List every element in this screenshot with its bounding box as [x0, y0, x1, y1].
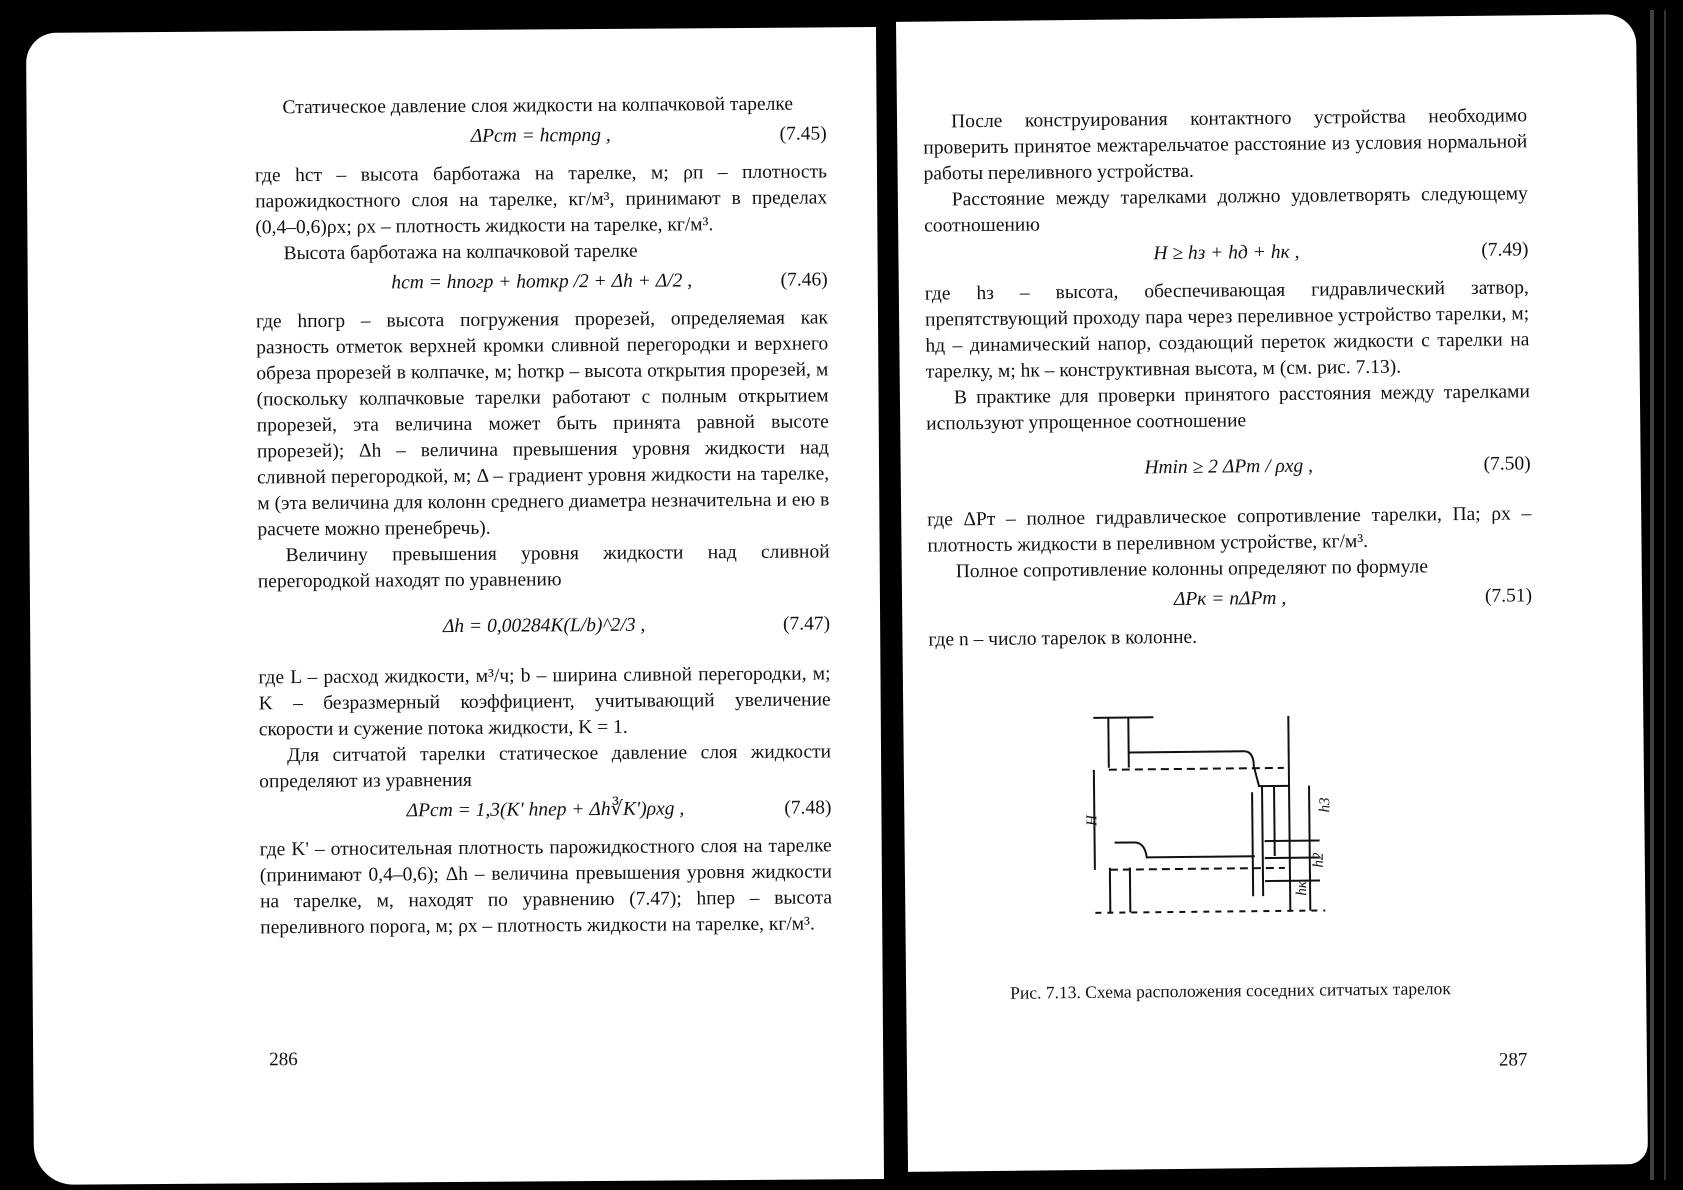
formula-number: (7.51)	[1484, 585, 1533, 607]
label-h3: h3	[1317, 797, 1334, 813]
formula-7-46	[256, 267, 828, 305]
lower-tray-liquid-top	[1115, 841, 1255, 857]
label-h2: h2	[1310, 852, 1327, 868]
formula-7-50	[926, 435, 1531, 503]
formula-7-49	[924, 237, 1528, 277]
upper-wall-inner	[1128, 718, 1129, 768]
tray-layout-diagram	[1083, 705, 1365, 948]
downcomer-left	[1252, 792, 1253, 896]
formula-expression: Δh = 0,00284K(L/b)^2/3 ,	[442, 614, 646, 638]
downcomer-wall	[1262, 786, 1263, 896]
paragraph: Высота барботажа на колпачковой тарелке	[283, 240, 638, 265]
paragraph: где hпогр – высота погружения прорезей, определяемая как разность отметок верхней кромки сливной перегородки и верхнего обреза прорезей в колпачке, м; hоткр – высота открытия прорезей, м (поскольку колпачковые тарелки работают с полным открытием прорезей, эта величина может быть принята равной высоте прорезей); Δh – величина превышения уровня жидкости над сливной перегородкой, м; Δ – градиент уровня жидкости на тарелке, м (эта величина для колонн среднего диаметра незначительна и ею в расчете можно пренебречь).	[255, 307, 830, 541]
right-page	[896, 14, 1648, 1172]
paragraph: Статическое давление слоя жидкости на колпачковой тарелке	[282, 93, 794, 119]
formula-7-48	[259, 795, 831, 833]
right-text-column	[923, 103, 1533, 653]
upper-top-edge	[1093, 717, 1153, 718]
paragraph: где hз – высота, обеспечивающая гидравлический затвор, препятствующий проходу пара через переливное устройство тарелки, м; hд – динамический напор, создающий переток жидкости с тарелки на тарелку, м; hк – конструктивная высота, м (см. рис. 7.13).	[924, 277, 1530, 383]
dim-tick-3	[1265, 881, 1320, 882]
paragraph: Для ситчатой тарелки статическое давление слоя жидкости определяют из уравнения	[259, 741, 832, 793]
formula-number: (7.50)	[1483, 453, 1531, 475]
paragraph: Полное сопротивление колонны определяют по формуле	[955, 556, 1429, 583]
upper-wall-outer	[1108, 718, 1109, 768]
book-edge	[1650, 10, 1654, 1180]
formula-expression: H ≥ hз + hд + hк ,	[1153, 241, 1300, 265]
book-edge	[1664, 10, 1666, 1180]
formula-number: (7.48)	[784, 797, 832, 819]
formula-number: (7.45)	[779, 123, 827, 145]
formula-expression: ΔPк = nΔPт ,	[1173, 587, 1287, 611]
formula-7-47	[258, 595, 830, 661]
downcomer-right	[1274, 786, 1275, 856]
paragraph: где ΔPт – полное гидравлическое сопротивление тарелки, Па; ρх – плотность жидкости в переливном устройстве, кг/м³.	[927, 503, 1532, 557]
left-text-column	[254, 91, 832, 941]
label-H: H	[1084, 814, 1101, 826]
formula-7-51	[928, 583, 1532, 623]
dim-tick-1	[1265, 841, 1320, 842]
formula-expression: hст = hпогр + hоткр /2 + Δh + Δ/2 ,	[391, 270, 693, 294]
page-number: 287	[1498, 1049, 1528, 1071]
paragraph: где K' – относительная плотность парожидкостного слоя на тарелке (принимают 0,4–0,6); Δh – величина превышения уровня жидкости на тарелке, м, находят по уравнению (7.47); hпер – высота переливного порога, м; ρх – плотность жидкости на тарелке, кг/м³.	[259, 835, 833, 939]
paragraph: В практике для проверки принятого расстояния между тарелками используют упрощенное соотношение	[926, 381, 1531, 435]
formula-expression: ΔPст = 1,3(K' hпер + Δh∛K')ρхg ,	[406, 798, 685, 822]
upper-tray-plate	[1109, 768, 1284, 770]
figure-caption: Рис. 7.13. Схема расположения соседних ситчатых тарелок	[1010, 978, 1451, 1003]
label-hk: hк	[1294, 881, 1311, 896]
paragraph: Величину превышения уровня жидкости над сливной перегородкой находят по уравнению	[257, 541, 830, 593]
left-page	[26, 27, 884, 1185]
formula-number: (7.46)	[780, 269, 828, 291]
formula-expression: ΔPст = hстρпg ,	[470, 124, 611, 147]
formula-expression: Hmin ≥ 2 ΔPт / ρхg ,	[1144, 455, 1314, 479]
paragraph: где n – число тарелок в колонне.	[928, 626, 1198, 651]
lower-tray-plate	[1110, 868, 1285, 870]
formula-7-45	[255, 121, 827, 159]
formula-number: (7.49)	[1481, 239, 1529, 261]
paragraph: После конструирования контактного устройства необходимо проверить принятое межтарельчатое расстояние из условия нормальной работы переливного устройства.	[923, 105, 1528, 185]
page-number: 286	[269, 1049, 298, 1071]
paragraph: где hст – высота барботажа на тарелке, м; ρп – плотность парожидкостного слоя на тарелке, кг/м³, принимают в пределах (0,4–0,6)ρх; ρх – плотность жидкости на тарелке, кг/м³.	[254, 161, 828, 239]
paragraph: Расстояние между тарелками должно удовлетворять следующему соотношению	[924, 183, 1528, 237]
formula-number: (7.47)	[782, 613, 831, 635]
paragraph: где L – расход жидкости, м³/ч; b – ширина сливной перегородки, м; K – безразмерный коэффициент, учитывающий увеличение скорости и сужение потока жидкости, K = 1.	[258, 663, 831, 741]
